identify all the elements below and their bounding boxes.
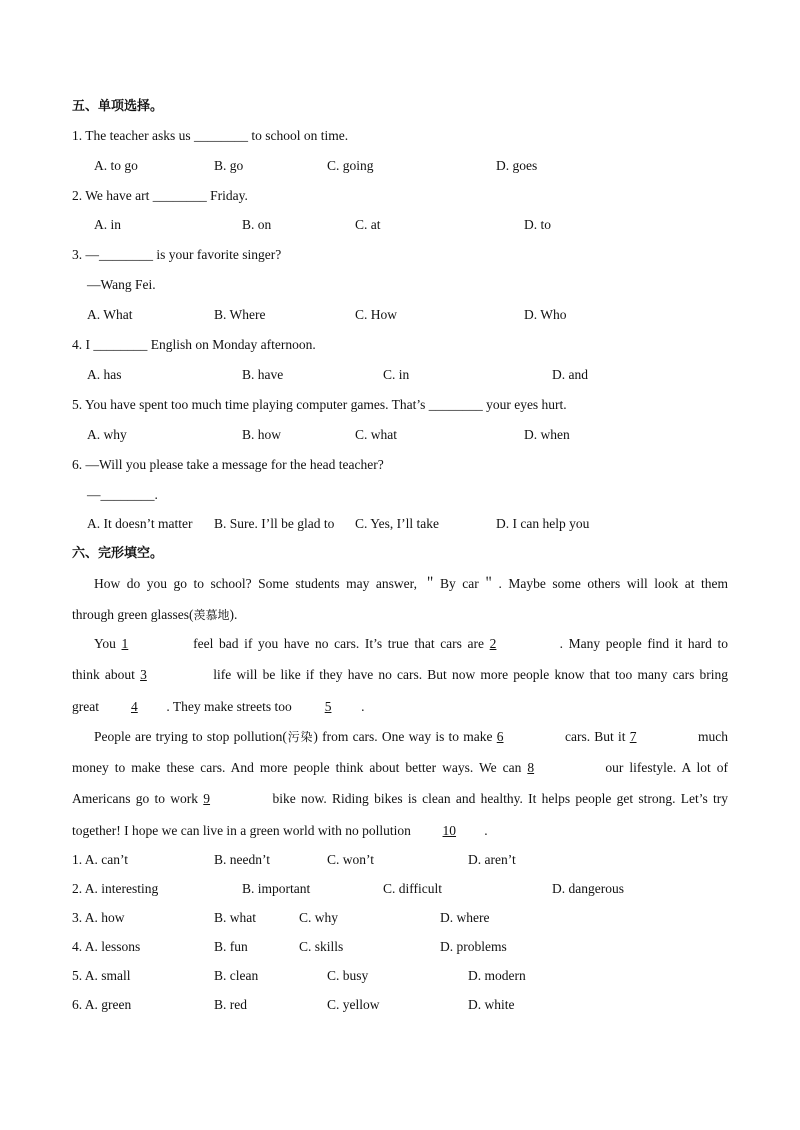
- question-3-option-c[interactable]: C. How: [355, 307, 398, 322]
- question-1-option-d[interactable]: D. goes: [496, 158, 538, 173]
- question-1-option-a[interactable]: A. to go: [94, 158, 138, 173]
- question-2-option-c[interactable]: C. at: [355, 217, 381, 232]
- cloze-3-option-c[interactable]: C. why: [299, 910, 339, 925]
- passage-p2-line-2: think about 3 life will be like if they have no cars. But now more people know that too many cars bring: [72, 667, 728, 682]
- question-2-option-d[interactable]: D. to: [524, 217, 551, 232]
- cloze-4-option-d[interactable]: D. problems: [440, 939, 507, 954]
- blank-6: 6: [496, 729, 504, 744]
- cloze-5-option-b[interactable]: B. clean: [214, 968, 259, 983]
- question-3-stem: 3. —________ is your favorite singer?: [72, 247, 282, 262]
- question-2-option-b[interactable]: B. on: [242, 217, 272, 232]
- question-3-answer: —Wang Fei.: [87, 277, 156, 292]
- blank-1: 1: [121, 636, 129, 651]
- cloze-3-option-b[interactable]: B. what: [214, 910, 256, 925]
- question-5-option-a[interactable]: A. why: [87, 427, 127, 442]
- cloze-5-option-d[interactable]: D. modern: [468, 968, 526, 983]
- passage-p3-line-3: Americans go to work 9 bike now. Riding bikes is clean and healthy. It helps people get strong. Let’s try: [72, 791, 728, 806]
- cloze-2-option-a[interactable]: 2. A. interesting: [72, 881, 159, 896]
- blank-3: 3: [140, 667, 147, 682]
- cloze-3-option-d[interactable]: D. where: [440, 910, 490, 925]
- cloze-2-option-b[interactable]: B. important: [242, 881, 311, 896]
- cloze-1-option-d[interactable]: D. aren’t: [468, 852, 516, 867]
- blank-7: 7: [629, 729, 637, 744]
- passage-p1-line-2: through green glasses(羡慕地).: [72, 607, 238, 622]
- cloze-2-option-d[interactable]: D. dangerous: [552, 881, 624, 896]
- cloze-1-option-b[interactable]: B. needn’t: [214, 852, 270, 867]
- question-5-option-d[interactable]: D. when: [524, 427, 570, 442]
- question-6-option-c[interactable]: C. Yes, I’ll take: [355, 516, 439, 531]
- passage-p1-line-1: How do you go to school? Some students may answer, ＂By car＂. Maybe some others will look at them: [94, 576, 728, 591]
- cloze-6-option-a[interactable]: 6. A. green: [72, 997, 132, 1012]
- question-5-option-c[interactable]: C. what: [355, 427, 397, 442]
- question-4-option-d[interactable]: D. and: [552, 367, 588, 382]
- question-1-option-b[interactable]: B. go: [214, 158, 244, 173]
- question-5-option-b[interactable]: B. how: [242, 427, 282, 442]
- cloze-6-option-b[interactable]: B. red: [214, 997, 247, 1012]
- question-1-stem: 1. The teacher asks us ________ to school on time.: [72, 128, 349, 143]
- question-4-option-a[interactable]: A. has: [87, 367, 122, 382]
- passage-p2-line-3: great 4 . They make streets too 5 .: [72, 699, 365, 714]
- cloze-5-option-c[interactable]: C. busy: [327, 968, 369, 983]
- passage-p3-line-4: together! I hope we can live in a green world with no pollution 10 .: [72, 823, 488, 838]
- cloze-1-option-c[interactable]: C. won’t: [327, 852, 375, 867]
- question-6-option-a[interactable]: A. It doesn’t matter: [87, 516, 193, 531]
- question-6-stem: 6. —Will you please take a message for the head teacher?: [72, 457, 384, 472]
- blank-2: 2: [489, 636, 497, 651]
- section-6-heading: 六、完形填空。: [72, 546, 164, 561]
- question-4-option-c[interactable]: C. in: [383, 367, 410, 382]
- cloze-3-option-a[interactable]: 3. A. how: [72, 910, 125, 925]
- question-4-stem: 4. I ________ English on Monday afternoon.: [72, 337, 316, 352]
- blank-10: 10: [442, 823, 457, 838]
- blank-9: 9: [203, 791, 211, 806]
- question-3-option-b[interactable]: B. Where: [214, 307, 266, 322]
- cloze-2-option-c[interactable]: C. difficult: [383, 881, 442, 896]
- section-5-heading: 五、单项选择。: [72, 99, 164, 114]
- question-6-answer: —________.: [87, 487, 158, 502]
- cloze-4-option-a[interactable]: 4. A. lessons: [72, 939, 141, 954]
- passage-p2-line-1: You 1 feel bad if you have no cars. It’s true that cars are 2 . Many people find it hard to: [94, 636, 728, 651]
- question-6-option-b[interactable]: B. Sure. I’ll be glad to: [214, 516, 335, 531]
- question-4-option-b[interactable]: B. have: [242, 367, 284, 382]
- question-3-option-d[interactable]: D. Who: [524, 307, 567, 322]
- blank-8: 8: [527, 760, 535, 775]
- blank-5: 5: [324, 699, 332, 714]
- cloze-5-option-a[interactable]: 5. A. small: [72, 968, 131, 983]
- cloze-6-option-d[interactable]: D. white: [468, 997, 515, 1012]
- passage-p3-line-2: money to make these cars. And more people think about better ways. We can 8 our lifestyle. A lot of: [72, 760, 728, 775]
- cloze-4-option-c[interactable]: C. skills: [299, 939, 344, 954]
- cloze-6-option-c[interactable]: C. yellow: [327, 997, 380, 1012]
- question-2-stem: 2. We have art ________ Friday.: [72, 188, 248, 203]
- question-2-option-a[interactable]: A. in: [94, 217, 121, 232]
- blank-4: 4: [130, 699, 138, 714]
- question-3-option-a[interactable]: A. What: [87, 307, 133, 322]
- question-6-option-d[interactable]: D. I can help you: [496, 516, 590, 531]
- cloze-4-option-b[interactable]: B. fun: [214, 939, 248, 954]
- passage-p3-line-1: People are trying to stop pollution(污染) from cars. One way is to make 6 cars. But it 7 much: [94, 729, 728, 744]
- question-1-option-c[interactable]: C. going: [327, 158, 374, 173]
- question-5-stem: 5. You have spent too much time playing computer games. That’s ________ your eyes hurt.: [72, 397, 567, 412]
- cloze-1-option-a[interactable]: 1. A. can’t: [72, 852, 128, 867]
